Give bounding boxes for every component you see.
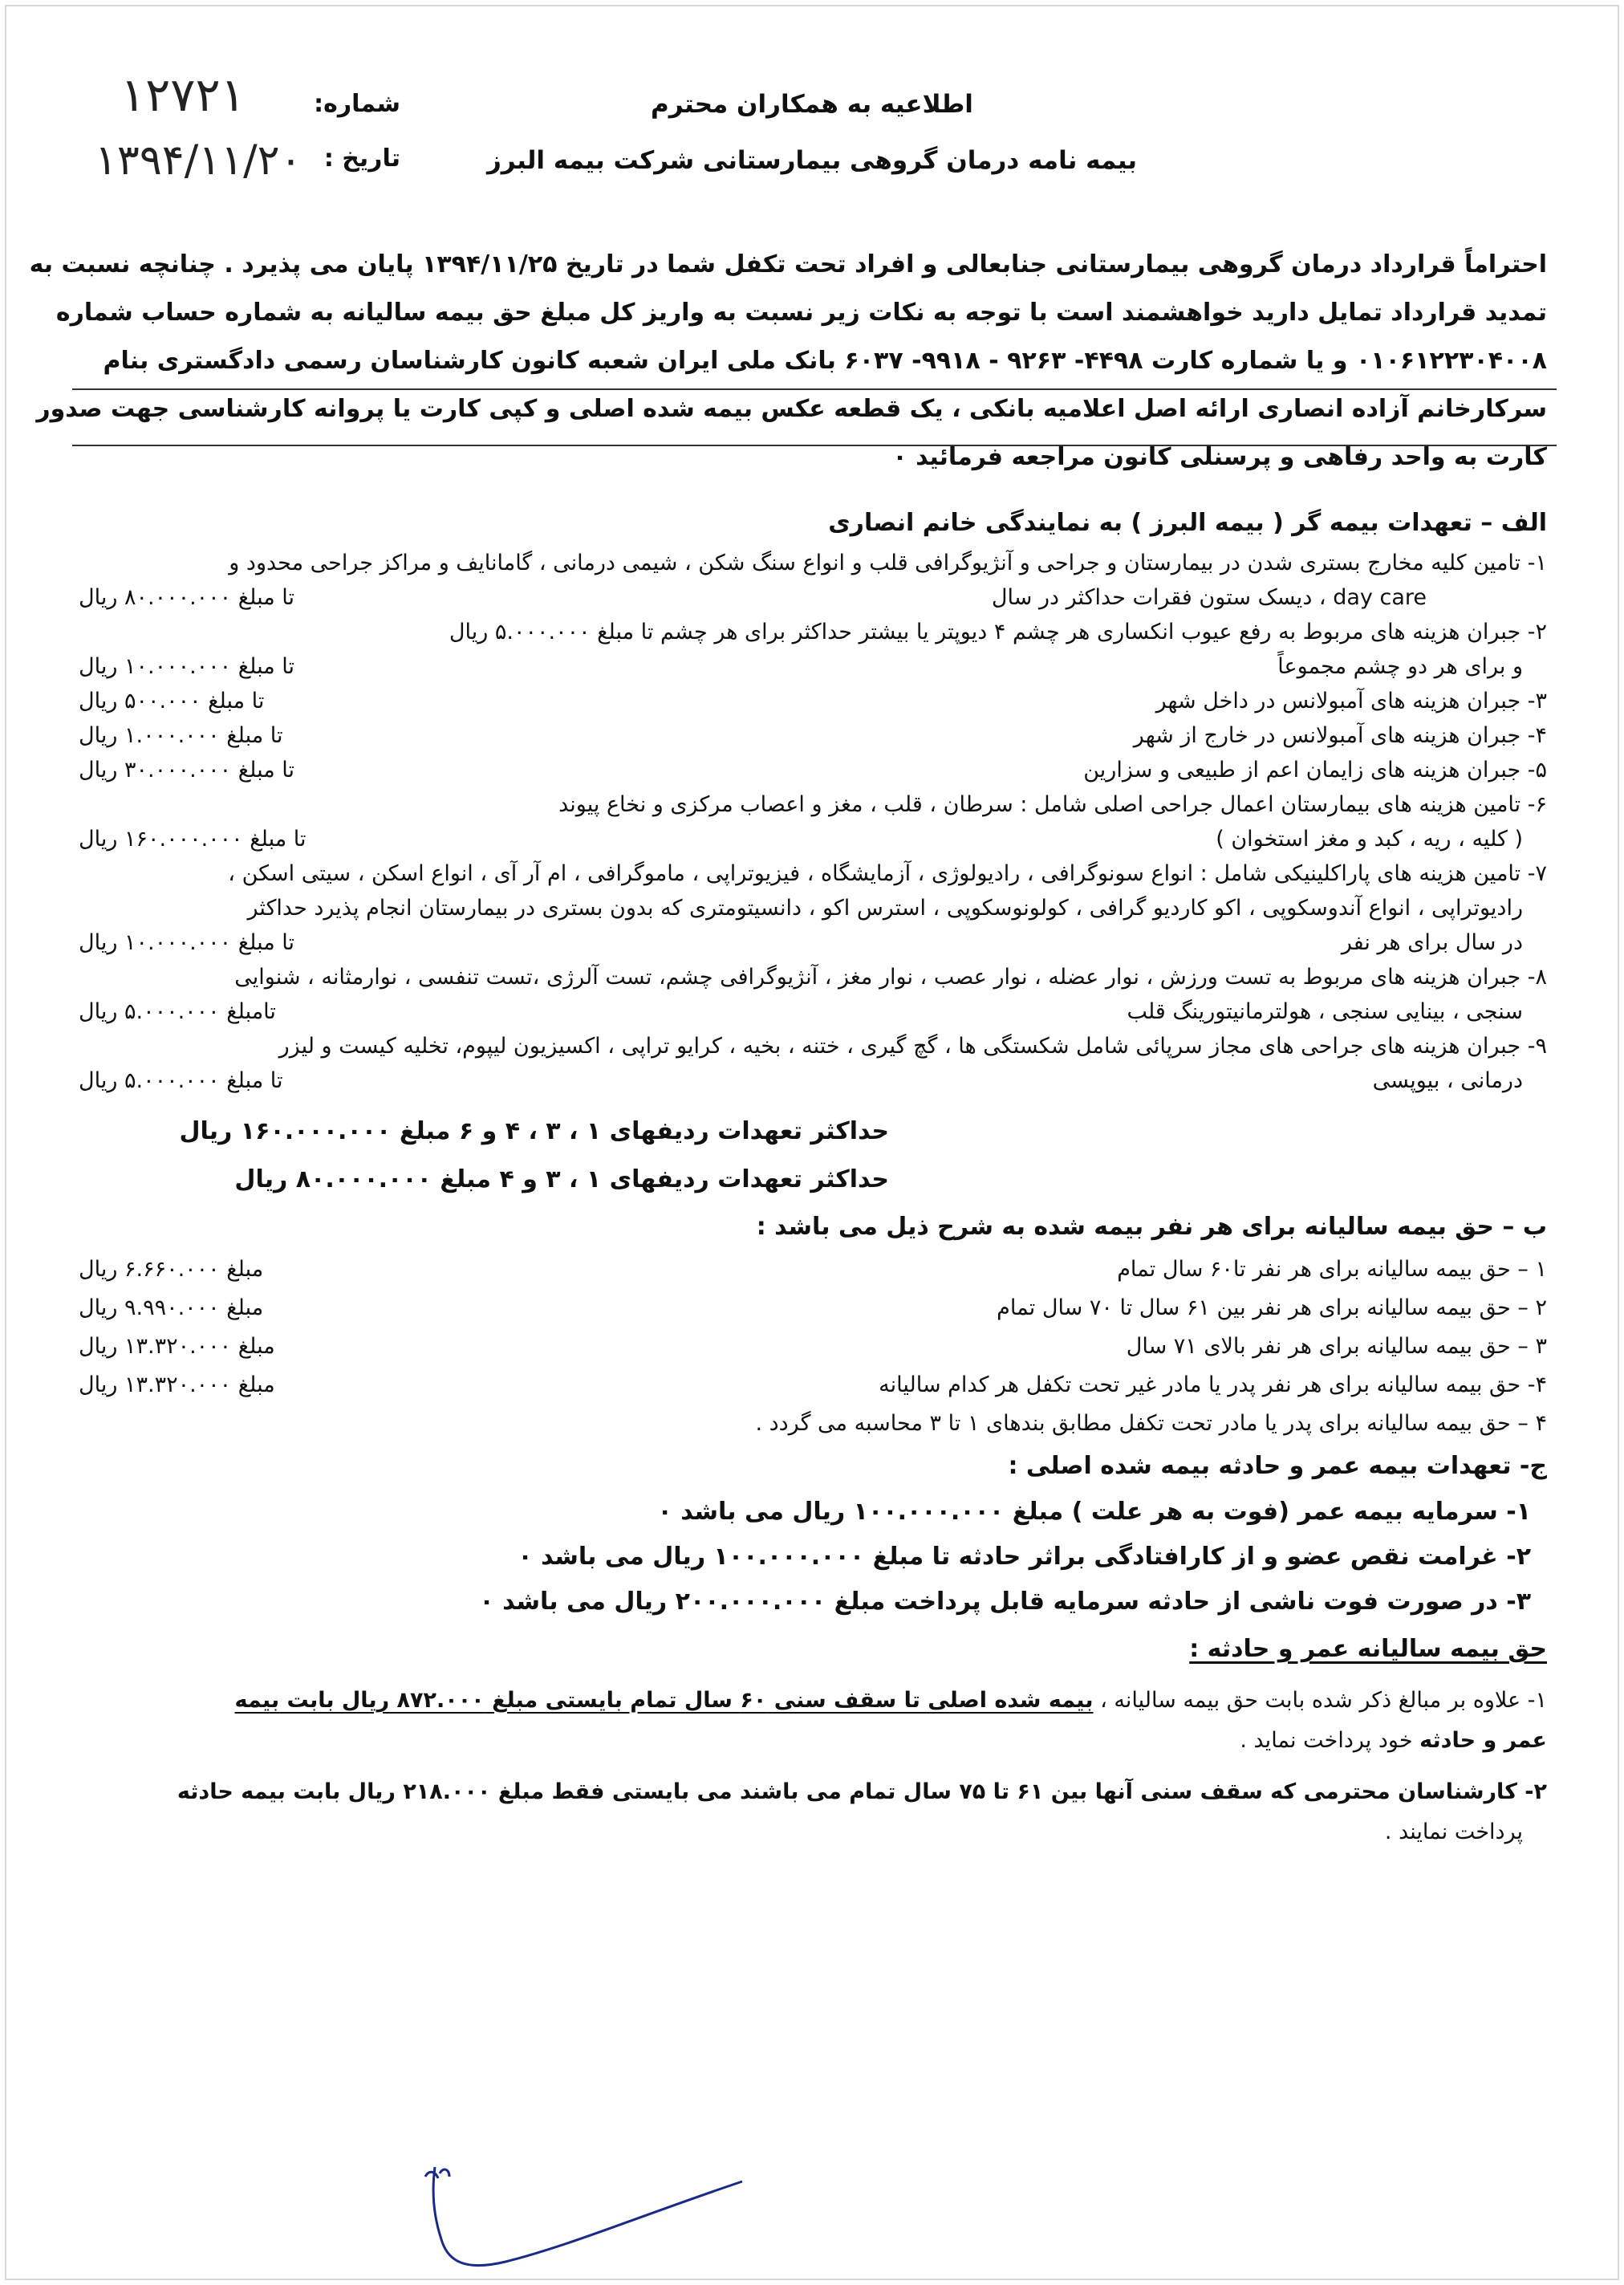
page-title: اطلاعیه به همکاران محترم	[651, 90, 973, 119]
premium-item-3	[79, 1327, 1547, 1366]
coverage-item-5	[79, 753, 1547, 787]
coverage-item-3	[79, 684, 1547, 718]
premium-item-1	[79, 1250, 1547, 1289]
annual-note-1-cont	[79, 1721, 1547, 1761]
coverage-line: ۹- جبران هزینه های جراحی های مجاز سرپائی شامل شکستگی ها ، گچ گیری ، ختنه ، بخیه ، کرایو تراپی ، اکسیزیون لیپوم، تخلیه کیست و لیزر	[278, 1034, 1547, 1059]
coverage-line: ۶- تامین هزینه های بیمارستان اعمال جراحی اصلی شامل : سرطان ، قلب ، مغز و اعصاب مرکزی و نخاع پیوند	[558, 792, 1547, 817]
date-label: تاریخ :	[323, 144, 400, 173]
coverage-item-1	[79, 546, 1547, 615]
page-subtitle: بیمه نامه درمان گروهی بیمارستانی شرکت بیمه البرز	[486, 146, 1138, 175]
coverage-amount: تا مبلغ ۵۰۰.۰۰۰ ریال	[79, 689, 265, 714]
max-commitment-1: حداکثر تعهدات ردیفهای ۱ ، ۳ ، ۴ و ۶ مبلغ ۱۶۰.۰۰۰.۰۰۰ ریال	[179, 1117, 889, 1145]
life-insurance-item: ۱- سرمایه بیمه عمر (فوت به هر علت ) مبلغ ۱۰۰.۰۰۰.۰۰۰ ریال می باشد ۰	[657, 1498, 1531, 1526]
coverage-line: در سال برای هر نفر	[1341, 930, 1523, 955]
premium-line: ۴ – حق بیمه سالیانه برای پدر یا مادر تحت تکفل مطابق بندهای ۱ تا ۳ محاسبه می گردد .	[755, 1411, 1547, 1436]
premium-item-4	[79, 1366, 1547, 1405]
handwritten-number: ۱۲۷۲۱	[120, 67, 246, 122]
coverage-line: ۲- جبران هزینه های مربوط به رفع عیوب انکساری هر چشم ۴ دیوپتر یا بیشتر حداکثر برای هر چشم تا مبلغ ۵.۰۰۰.۰۰۰ ریال	[449, 620, 1547, 644]
coverage-amount: تا مبلغ ۸۰.۰۰۰.۰۰۰ ریال	[79, 585, 294, 610]
section-c-heading: ج- تعهدات بیمه عمر و حادثه بیمه شده اصلی :	[1008, 1452, 1547, 1480]
coverage-line: ۵- جبران هزینه های زایمان اعم از طبیعی و سزارین	[1083, 758, 1547, 783]
coverage-line: day care ، دیسک ستون فقرات حداکثر در سال	[991, 585, 1427, 610]
premium-line: ۳ – حق بیمه سالیانه برای هر نفر بالای ۷۱ سال	[1126, 1334, 1547, 1359]
coverage-amount: تا مبلغ ۳۰.۰۰۰.۰۰۰ ریال	[79, 758, 294, 783]
note-emphasis: عمر و حادثه	[1419, 1728, 1547, 1753]
intro-line: احتراماً قرارداد درمان گروهی بیمارستانی جنابعالی و افراد تحت تکفل شما در تاریخ ۱۳۹۴/۱۱/۲۵ پایان می پذیرد . چنانچه نسبت به	[29, 250, 1547, 279]
premium-line: ۴- حق بیمه سالیانه برای هر نفر پدر یا مادر غیر تحت تکفل هر کدام سالیانه	[879, 1372, 1547, 1397]
premium-amount: مبلغ ۶.۶۶۰.۰۰۰ ریال	[79, 1257, 264, 1282]
coverage-line: درمانی ، بیوپسی	[1372, 1068, 1523, 1093]
coverage-item-7	[79, 856, 1547, 960]
intro-line: تمدید قرارداد تمایل دارید خواهشمند است با توجه به نکات زیر نسبت به واریز کل مبلغ حق بیمه سالیانه به شماره حساب شماره	[55, 299, 1547, 327]
coverage-item-2	[79, 615, 1547, 684]
coverage-line: و برای هر دو چشم مجموعاً	[1277, 654, 1523, 679]
coverage-line: ( کلیه ، ریه ، کبد و مغز استخوان )	[1216, 827, 1523, 852]
intro-line: ۰۱۰۶۱۲۲۳۰۴۰۰۸ و یا شماره کارت ۴۴۹۸- ۹۲۶۳ - ۹۹۱۸- ۶۰۳۷ بانک ملی ایران شعبه کانون کارشناسان رسمی دادگستری بنام	[103, 347, 1547, 375]
coverage-amount: تا مبلغ ۱.۰۰۰.۰۰۰ ریال	[79, 723, 283, 748]
section-d-heading: حق بیمه سالیانه عمر و حادثه :	[1189, 1635, 1547, 1663]
coverage-line: ۸- جبران هزینه های مربوط به تست ورزش ، نوار عضله ، نوار عصب ، نوار مغز ، آنژیوگرافی چشم، تست آلرژی ،تست تنفسی ، نوارمثانه ، شنوایی	[234, 965, 1547, 990]
premium-line: ۲ – حق بیمه سالیانه برای هر نفر بین ۶۱ سال تا ۷۰ سال تمام	[997, 1295, 1547, 1320]
handwritten-date: ۱۳۹۴/۱۱/۲۰	[95, 136, 302, 185]
premium-amount: مبلغ ۹.۹۹۰.۰۰۰ ریال	[79, 1295, 264, 1320]
annual-note-2: ۲- کارشناسان محترمی که سقف سنی آنها بین ۶۱ تا ۷۵ سال تمام می باشند می بایستی فقط مبلغ ۲۱۸.۰۰۰ ریال بابت بیمه حادثه	[177, 1779, 1547, 1804]
coverage-amount: تامبلغ ۵.۰۰۰.۰۰۰ ریال	[79, 999, 276, 1024]
note-text: ۱- علاوه بر مبالغ ذکر شده بابت حق بیمه سالیانه ،	[1100, 1688, 1547, 1713]
premium-line: ۱ – حق بیمه سالیانه برای هر نفر تا۶۰ سال تمام	[1117, 1257, 1547, 1282]
premium-amount: مبلغ ۱۳.۳۲۰.۰۰۰ ریال	[79, 1334, 275, 1359]
annual-note-2-cont: پرداخت نمایند .	[1384, 1819, 1523, 1844]
coverage-line: سنجی ، بینایی سنجی ، هولترمانیتورینگ قلب	[1127, 999, 1523, 1024]
intro-line: سرکارخانم آزاده انصاری ارائه اصل اعلامیه بانکی ، یک قطعه عکس بیمه شده اصلی و کپی کارت یا پروانه کارشناسی جهت صدور	[36, 395, 1547, 423]
intro-line: کارت به واحد رفاهی و پرسنلی کانون مراجعه فرمائید ۰	[892, 443, 1547, 471]
coverage-line: رادیوتراپی ، انواع آندوسکوپی ، اکو کاردیو گرافی ، کولونوسکوپی ، استرس اکو ، دانسیتومتری که بدون بستری در بیمارستان انجام پذیرد حداکثر	[247, 896, 1523, 921]
premium-item-5	[79, 1405, 1547, 1443]
section-a-heading: الف – تعهدات بیمه گر ( بیمه البرز ) به نمایندگی خانم انصاری	[828, 509, 1547, 537]
number-label: شماره:	[314, 90, 400, 118]
coverage-item-4	[79, 718, 1547, 753]
coverage-line: ۳- جبران هزینه های آمبولانس در داخل شهر	[1155, 689, 1547, 714]
coverage-item-6	[79, 787, 1547, 856]
coverage-amount: تا مبلغ ۱۰.۰۰۰.۰۰۰ ریال	[79, 930, 294, 955]
life-insurance-item: ۲- غرامت نقص عضو و از کارافتادگی براثر حادثه تا مبلغ ۱۰۰.۰۰۰.۰۰۰ ریال می باشد ۰	[518, 1543, 1531, 1571]
section-b-heading: ب – حق بیمه سالیانه برای هر نفر بیمه شده به شرح ذیل می باشد :	[756, 1213, 1547, 1241]
premium-item-2	[79, 1289, 1547, 1327]
coverage-amount: تا مبلغ ۱۶۰.۰۰۰.۰۰۰ ریال	[79, 827, 307, 852]
coverage-item-9	[79, 1029, 1547, 1098]
signature	[417, 2159, 754, 2279]
premium-amount: مبلغ ۱۳.۳۲۰.۰۰۰ ریال	[79, 1372, 275, 1397]
underline-rule	[72, 388, 1557, 390]
note-emphasis: بیمه شده اصلی تا سقف سنی ۶۰ سال تمام بایستی مبلغ ۸۷۲.۰۰۰ ریال بابت بیمه	[234, 1688, 1094, 1713]
life-insurance-item: ۳- در صورت فوت ناشی از حادثه سرمایه قابل پرداخت مبلغ ۲۰۰.۰۰۰.۰۰۰ ریال می باشد ۰	[479, 1588, 1531, 1616]
annual-note-1	[79, 1681, 1547, 1721]
coverage-amount: تا مبلغ ۱۰.۰۰۰.۰۰۰ ریال	[79, 654, 294, 679]
underline-rule	[72, 445, 1557, 446]
coverage-amount: تا مبلغ ۵.۰۰۰.۰۰۰ ریال	[79, 1068, 283, 1093]
coverage-line: ۴- جبران هزینه های آمبولانس در خارج از شهر	[1133, 723, 1547, 748]
coverage-item-8	[79, 960, 1547, 1029]
note-text: خود پرداخت نماید .	[1240, 1728, 1413, 1753]
section-a	[79, 506, 1547, 1852]
coverage-line: ۱- تامین کلیه مخارج بستری شدن در بیمارستان و جراحی و آنژیوگرافی قلب و انواع سنگ شکن ، شیمی درمانی ، گامانایف و مراکز جراحی محدود و	[229, 551, 1547, 575]
max-commitment-2: حداکثر تعهدات ردیفهای ۱ ، ۳ و ۴ مبلغ ۸۰.۰۰۰.۰۰۰ ریال	[234, 1165, 889, 1193]
coverage-line: ۷- تامین هزینه های پاراکلینیکی شامل : انواع سونوگرافی ، رادیولوژی ، آزمایشگاه ، فیزیوتراپی ، ماموگرافی ، ام آر آی ، انواع اسکن ، سیتی اسکن ،	[228, 861, 1547, 886]
